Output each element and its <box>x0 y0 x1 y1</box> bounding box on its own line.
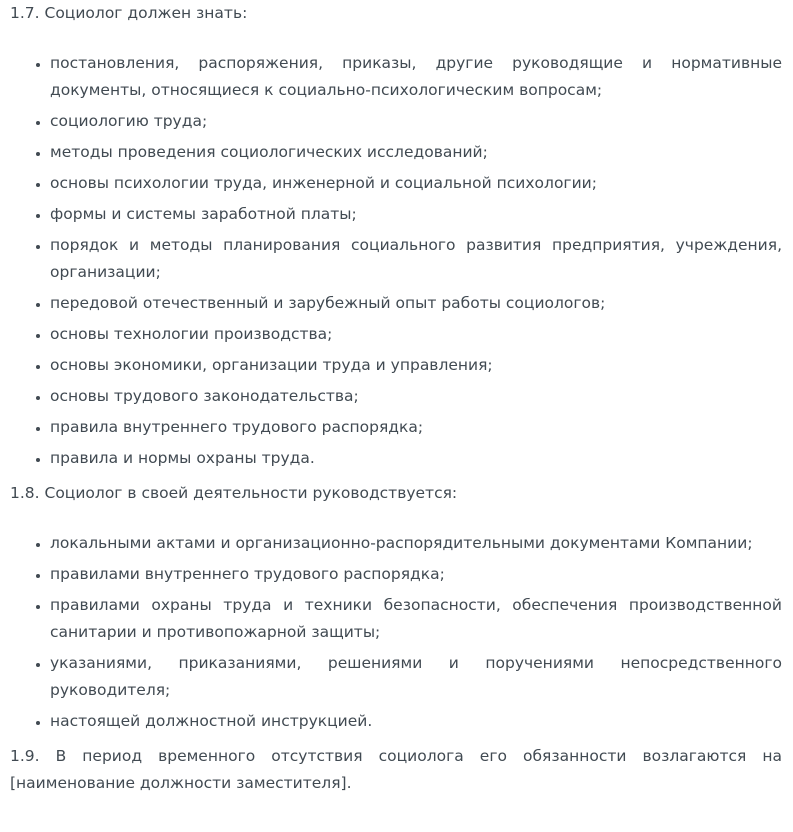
list-item: • правила внутреннего трудового распорядка; <box>50 414 782 441</box>
list-item: • правилами внутреннего трудового распорядка; <box>50 561 782 588</box>
list-item: • передовой отечественный и зарубежный опыт работы социологов; <box>50 290 782 317</box>
section-1-8 <box>10 480 782 735</box>
list-item: • основы экономики, организации труда и управления; <box>50 352 782 379</box>
list-item: • правилами охраны труда и техники безопасности, обеспечения производственной санитарии и противопожарной защиты; <box>50 592 782 646</box>
list-item: • указаниями, приказаниями, решениями и поручениями непосредственного руководителя; <box>50 650 782 704</box>
section-1-9 <box>10 743 782 797</box>
list-item: • основы трудового законодательства; <box>50 383 782 410</box>
section-heading: 1.7. Социолог должен знать: <box>10 4 248 22</box>
section-1-7 <box>10 0 782 472</box>
guidance-list <box>10 530 782 735</box>
list-item: • постановления, распоряжения, приказы, другие руководящие и нормативные документы, относящиеся к социально-психологическим вопросам; <box>50 50 782 104</box>
list-item: • методы проведения социологических исследований; <box>50 139 782 166</box>
list-item: • порядок и методы планирования социального развития предприятия, учреждения, организации; <box>50 232 782 286</box>
list-item: • основы психологии труда, инженерной и социальной психологии; <box>50 170 782 197</box>
list-item: • социологию труда; <box>50 108 782 135</box>
list-item: • настоящей должностной инструкцией. <box>50 708 782 735</box>
list-item: • формы и системы заработной платы; <box>50 201 782 228</box>
section-heading: 1.8. Социолог в своей деятельности руководствуется: <box>10 484 458 502</box>
knowledge-list <box>10 50 782 472</box>
section-heading: 1.9. В период временного отсутствия социолога его обязанности возлагаются на [наименование должности заместителя]. <box>10 747 782 792</box>
list-item: • правила и нормы охраны труда. <box>50 445 782 472</box>
list-item: • основы технологии производства; <box>50 321 782 348</box>
list-item: • локальными актами и организационно-распорядительными документами Компании; <box>50 530 782 557</box>
